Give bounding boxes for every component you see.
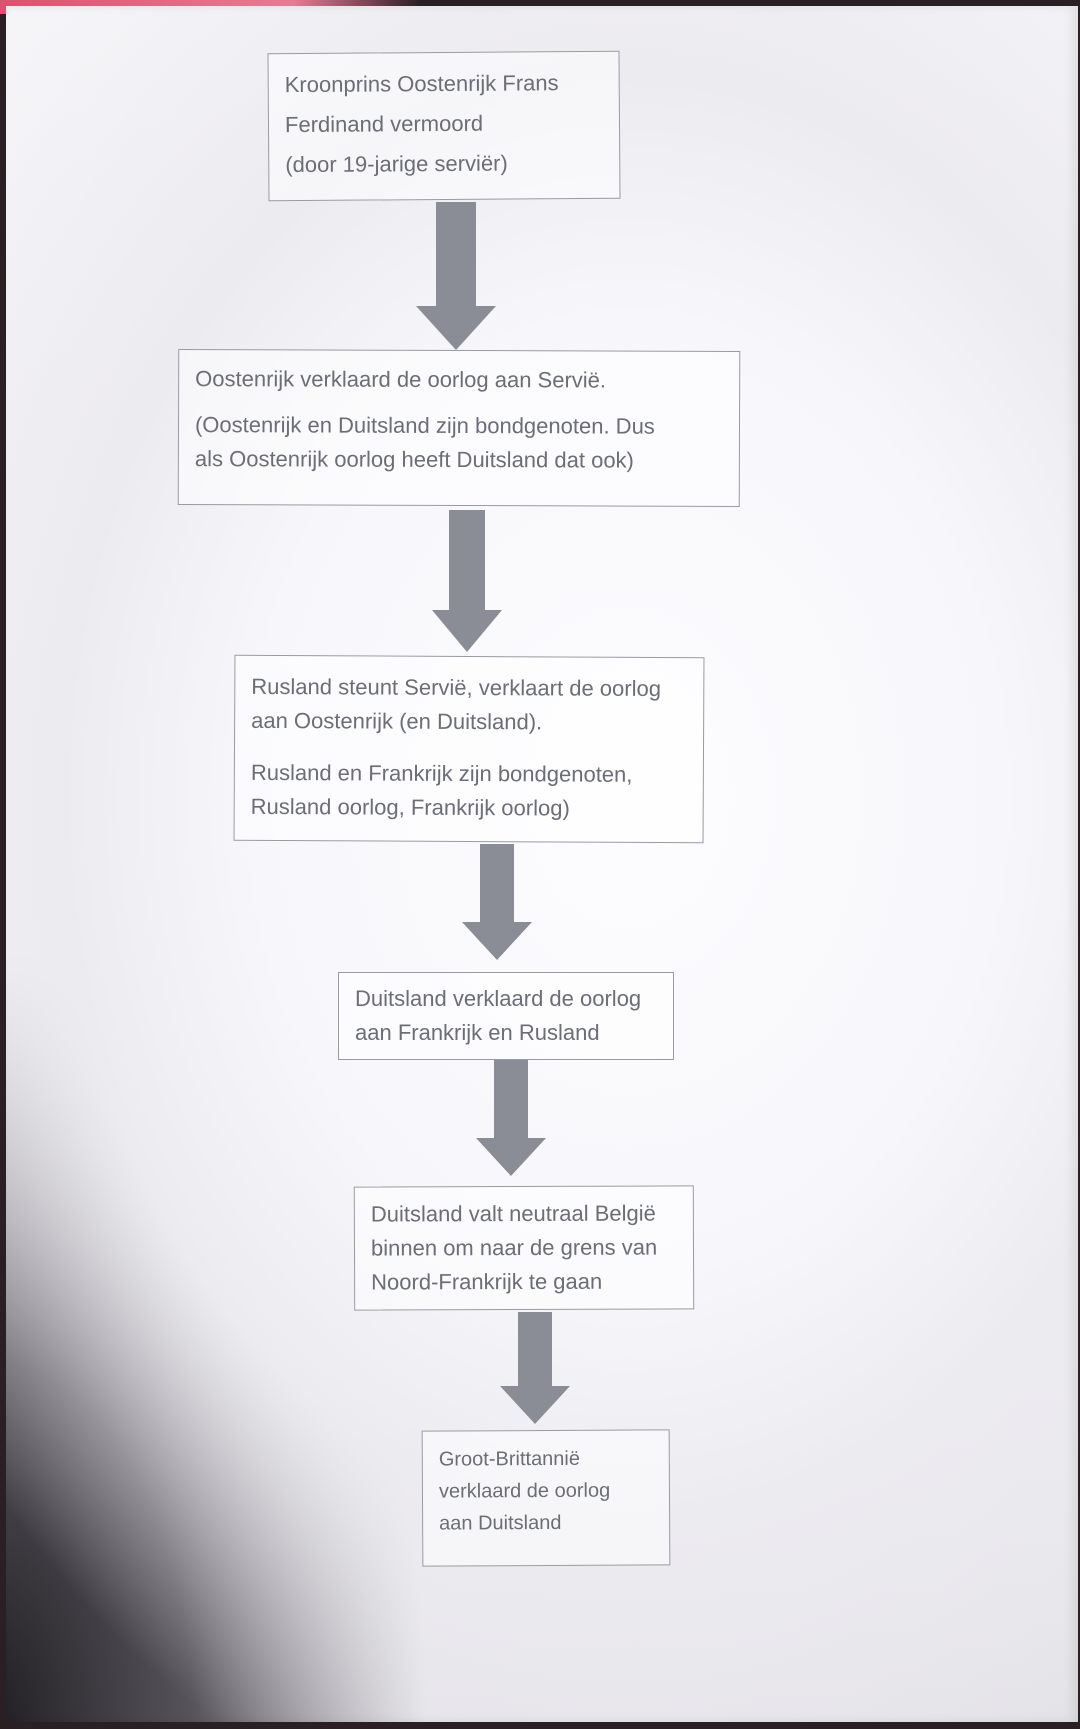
flow-step-3-gap [251,738,687,758]
flow-step-6-line-2: verklaard de oorlog [438,1479,611,1503]
flow-step-6-box [422,1429,671,1566]
arrow-down-2 [432,510,502,652]
flow-step-3-note-line-2: Rusland oorlog, Frankrijk oorlog) [250,793,570,821]
arrow-down-3 [462,844,532,960]
flow-step-2-line-1: Oostenrijk verklaard de oorlog aan Servië. [195,366,607,393]
flow-step-4-box [338,972,674,1060]
flow-step-1-line-2: Ferdinand vermoord [284,110,484,138]
arrow-down-5 [500,1312,570,1424]
flow-step-2-note-line-1: (Oostenrijk en Duitsland zijn bondgenoten. Dus [194,412,655,439]
arrow-down-1 [416,202,496,350]
flow-step-1-box [267,51,620,201]
arrow-down-4 [476,1060,546,1176]
paper-sheet [6,6,1078,1722]
flow-step-1-line-1: Kroonprins Oostenrijk Frans [284,70,559,98]
flow-step-6-line-3: aan Duitsland [439,1511,562,1535]
flow-step-5-line-3: Noord-Frankrijk te gaan [371,1268,603,1295]
flow-step-2-box [178,349,741,507]
flow-step-3-box [234,655,705,843]
flow-step-3-line-2: aan Oostenrijk (en Duitsland). [251,707,543,735]
flow-step-5-line-2: binnen om naar de grens van [370,1234,658,1261]
flow-step-4-line-1: Duitsland verklaard de oorlog [355,986,642,1011]
flow-step-3-line-1: Rusland steunt Servië, verklaart de oorlog [251,673,662,702]
flow-step-5-box [354,1185,694,1310]
flow-step-6-line-1: Groot-Brittannië [438,1447,581,1471]
flow-step-4-line-2: aan Frankrijk en Rusland [355,1020,600,1045]
flow-step-3-note-line-1: Rusland en Frankrijk zijn bondgenoten, [250,759,633,787]
flow-step-5-line-1: Duitsland valt neutraal België [370,1200,656,1227]
flow-step-2-note-line-2: als Oostenrijk oorlog heeft Duitsland dat ook) [194,446,634,473]
flow-step-1-line-3: (door 19-jarige serviër) [285,150,508,178]
